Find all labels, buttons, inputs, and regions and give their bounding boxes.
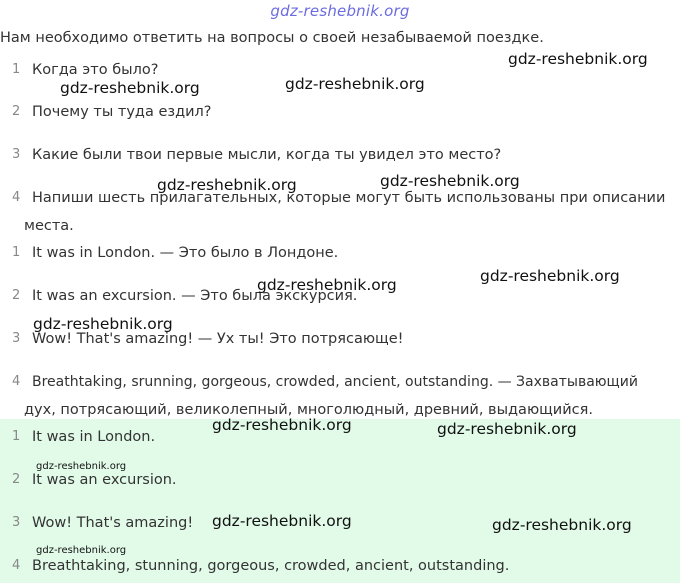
translation-number: 2 bbox=[12, 288, 21, 303]
header-watermark: gdz-reshebnik.org bbox=[270, 2, 410, 20]
answer-text: It was in London. bbox=[32, 429, 156, 445]
translation-text-line2: дух, потрясающий, великолепный, многолюдный, древний, выдающийся. bbox=[24, 402, 593, 418]
watermark: gdz-reshebnik.org bbox=[60, 79, 200, 97]
translation-number: 4 bbox=[12, 374, 21, 389]
watermark: gdz-reshebnik.org bbox=[212, 416, 352, 434]
question-text: Почему ты туда ездил? bbox=[32, 104, 212, 120]
watermark: gdz-reshebnik.org bbox=[33, 315, 173, 333]
question-number: 4 bbox=[12, 190, 21, 205]
question-text-line2: места. bbox=[24, 218, 74, 234]
watermark: gdz-reshebnik.org bbox=[380, 172, 520, 190]
question-number: 3 bbox=[12, 147, 21, 162]
translation-number: 3 bbox=[12, 331, 21, 346]
question-number: 2 bbox=[12, 104, 21, 119]
watermark: gdz-reshebnik.org bbox=[157, 176, 297, 194]
watermark: gdz-reshebnik.org bbox=[492, 516, 632, 534]
answer-number: 4 bbox=[12, 558, 21, 573]
answer-text: Wow! That's amazing! bbox=[32, 515, 194, 531]
watermark-small: gdz-reshebnik.org bbox=[36, 545, 127, 556]
watermark: gdz-reshebnik.org bbox=[480, 267, 620, 285]
watermark: gdz-reshebnik.org bbox=[508, 50, 648, 68]
answer-text: It was an excursion. bbox=[32, 472, 177, 488]
translation-text: It was an excursion. — Это была экскурсия. bbox=[32, 288, 358, 304]
watermark: gdz-reshebnik.org bbox=[437, 420, 577, 438]
intro-text: Нам необходимо ответить на вопросы о своей незабываемой поездке. bbox=[0, 30, 544, 46]
answer-text: Breathtaking, stunning, gorgeous, crowded, ancient, outstanding. bbox=[32, 558, 510, 574]
answer-number: 1 bbox=[12, 429, 21, 444]
watermark: gdz-reshebnik.org bbox=[257, 276, 397, 294]
question-number: 1 bbox=[12, 62, 21, 77]
question-text: Какие были твои первые мысли, когда ты увидел это место? bbox=[32, 147, 502, 163]
watermark-small: gdz-reshebnik.org bbox=[36, 461, 127, 472]
answer-number: 2 bbox=[12, 472, 21, 487]
translation-text: Breathtaking, srunning, gorgeous, crowded, ancient, outstanding. — Захватывающий bbox=[32, 374, 638, 390]
translation-text: It was in London. — Это было в Лондоне. bbox=[32, 245, 339, 261]
translation-text: Wow! That's amazing! — Ух ты! Это потрясающе! bbox=[32, 331, 404, 347]
watermark: gdz-reshebnik.org bbox=[212, 512, 352, 530]
question-text: Когда это было? bbox=[32, 62, 159, 78]
watermark: gdz-reshebnik.org bbox=[285, 75, 425, 93]
translation-number: 1 bbox=[12, 245, 21, 260]
question-text: Напиши шесть прилагательных, которые могут быть использованы при описании bbox=[32, 190, 666, 206]
answer-number: 3 bbox=[12, 515, 21, 530]
